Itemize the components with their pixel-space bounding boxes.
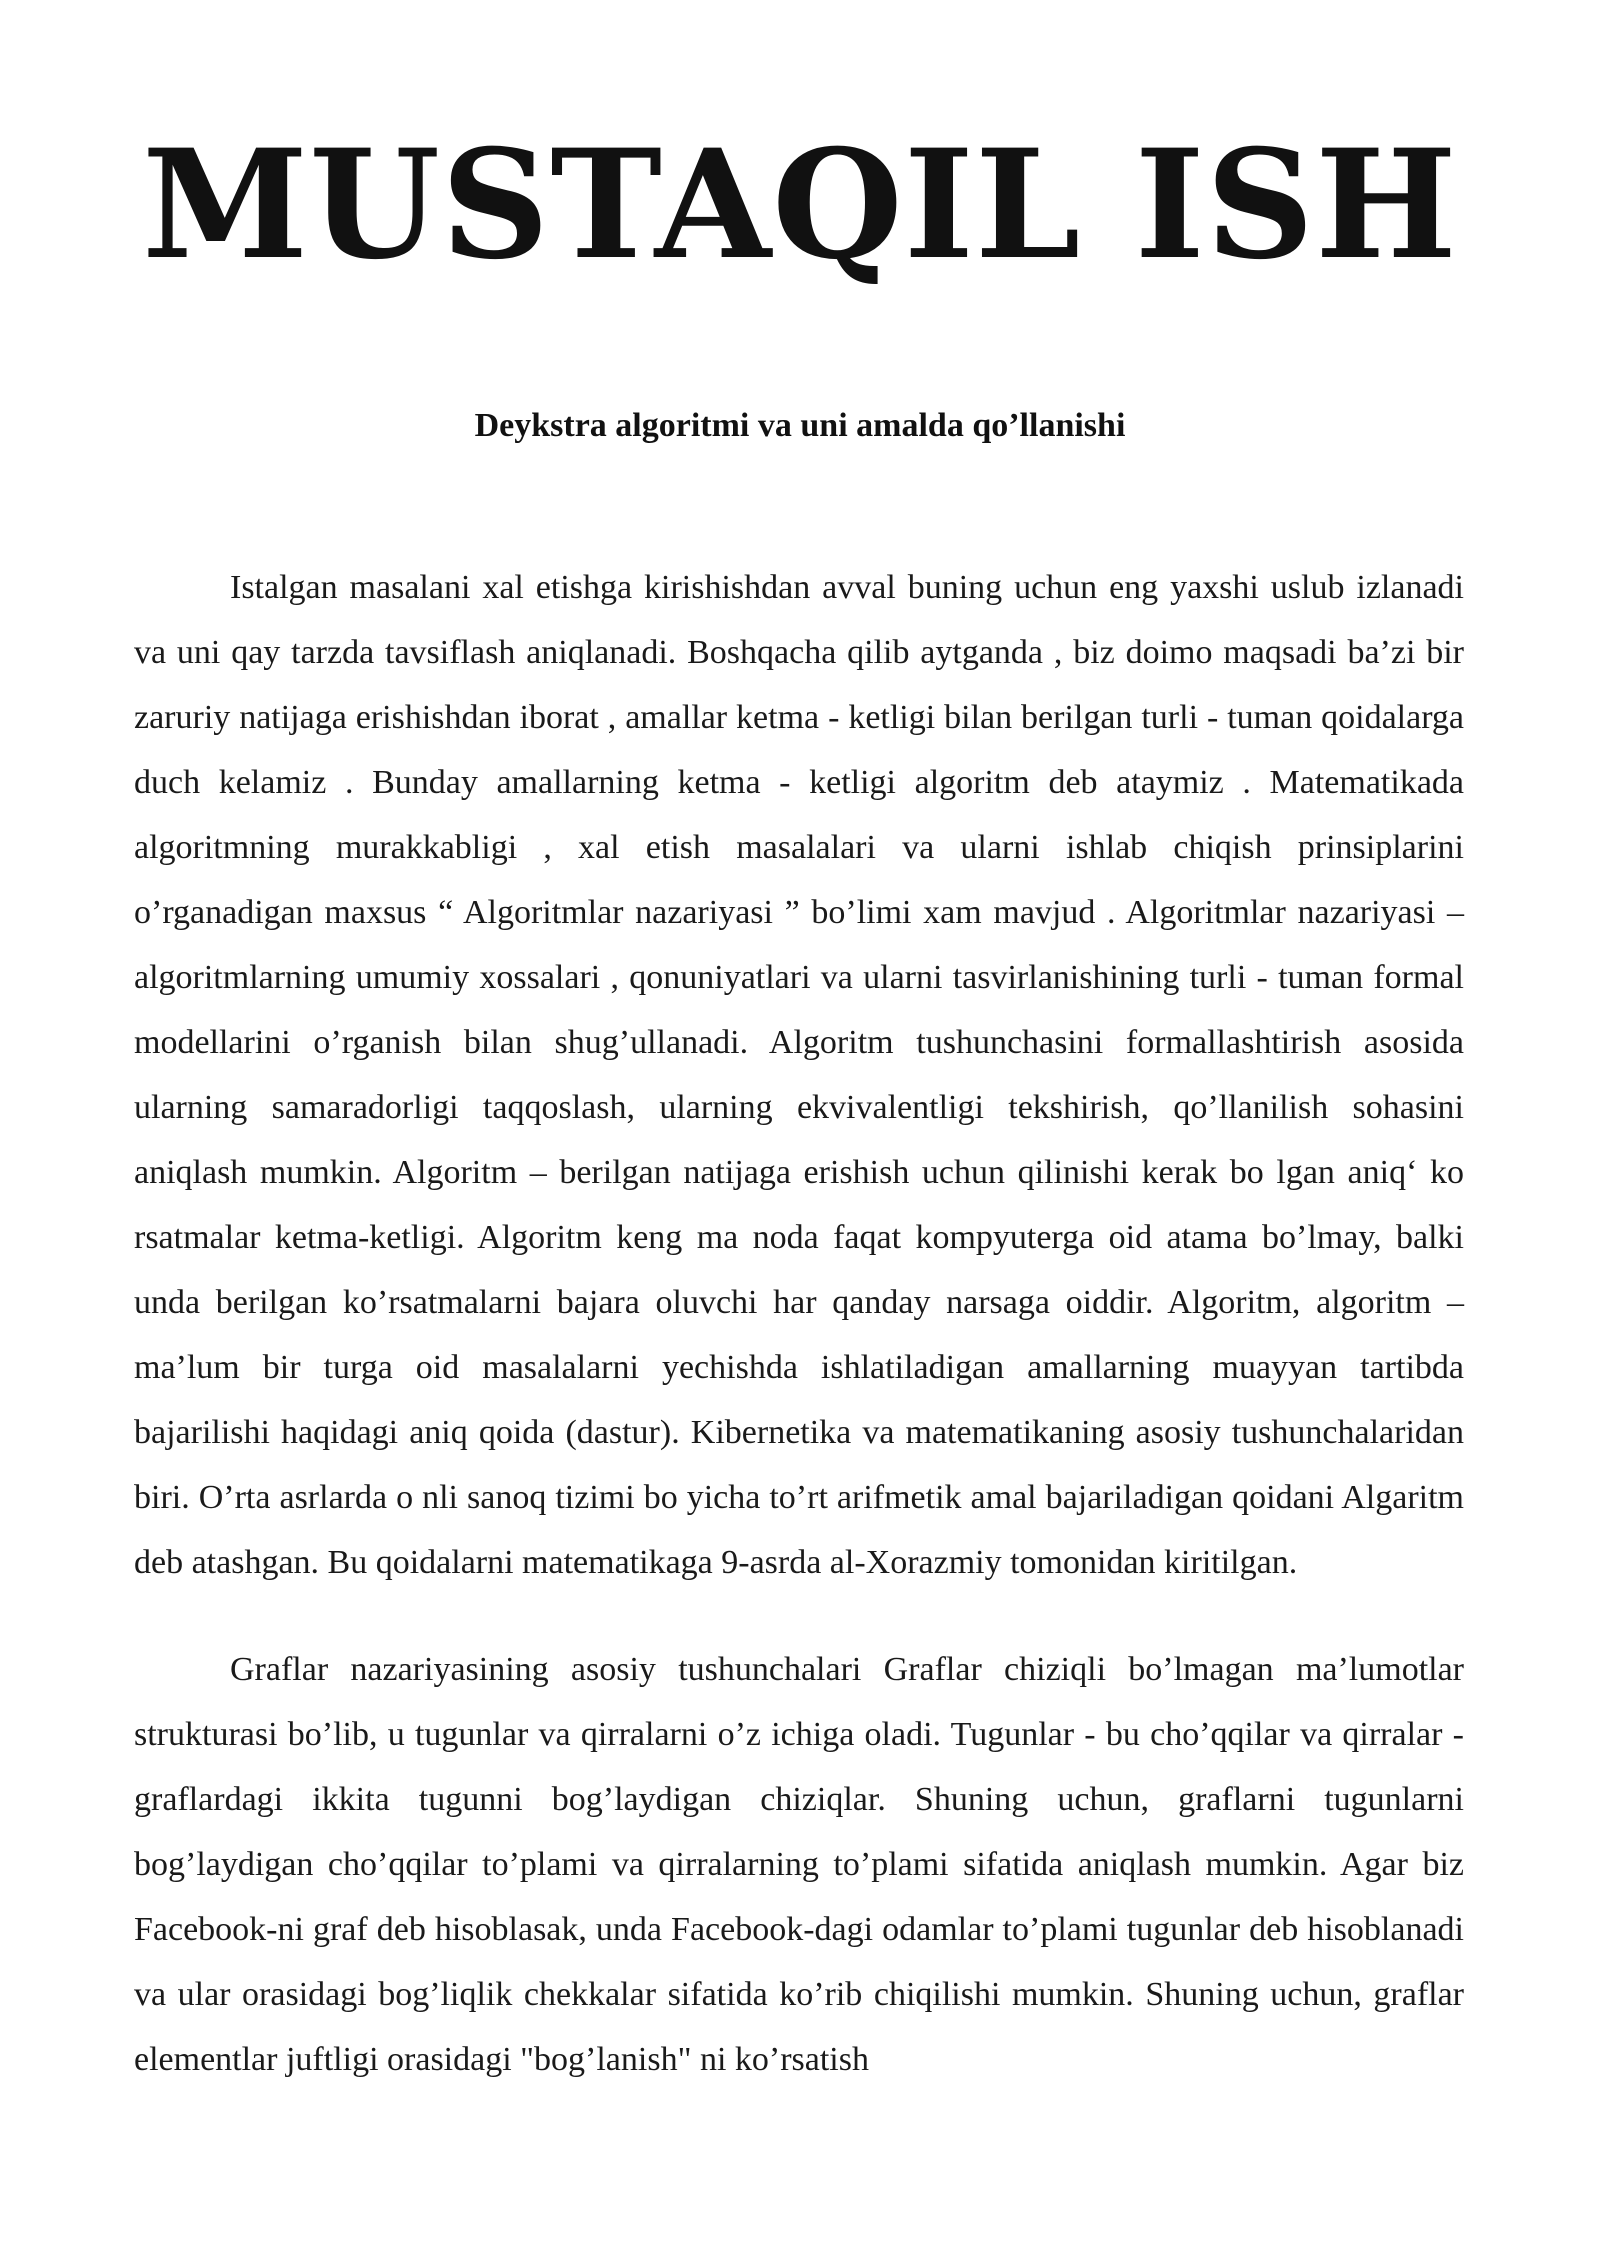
paragraph-graph-theory: Graflar nazariyasining asosiy tushunchalari Graflar chiziqli bo’lmagan ma’lumotlar strukturasi bo’lib, u tugunlar va qirralarni o’z ichiga oladi. Tugunlar - bu cho’qqilar va qirralar - graflardagi ikkita tugunni bog’laydigan chiziqlar. Shuning uchun, graflarni tugunlarni bog’laydigan cho’qqilar to’plami va qirralarning to’plami sifatida aniqlash mumkin. Agar biz Facebook-ni graf deb hisoblasak, unda Facebook-dagi odamlar to’plami tugunlar deb hisoblanadi va ular orasidagi bog’liqlik chekkalar sifatida ko’rib chiqilishi mumkin. Shuning uchun, graflar elementlar juftligi orasidagi "bog’lanish" ni ko’rsatish xyxy=(134,1651,1464,2078)
page-title: MUSTAQIL ISH xyxy=(142,117,1458,293)
paragraph-algorithm-intro: Istalgan masalani xal etishga kirishishdan avval buning uchun eng yaxshi uslub izlanadi va uni qay tarzda tavsiflash aniqlanadi. Boshqacha qilib aytganda , biz doimo maqsadi ba’zi bir zaruriy natijaga erishishdan iborat , amallar ketma - ketligi bilan berilgan turli - tuman qoidalarga duch kelamiz . Bunday amallarning ketma - ketligi algoritm deb ataymiz . Matematikada algoritmning murakkabligi , xal etish masalalari va ularni ishlab chiqish prinsiplarini o’rganadigan maxsus “ Algoritmlar nazariyasi ” bo’limi xam mavjud . Algoritmlar nazariyasi – algoritmlarning umumiy xossalari , qonuniyatlari va ularni tasvirlanishining turli - tuman formal modellarini o’rganish bilan shug’ullanadi. Algoritm tushunchasini formallashtirish asosida ularning samaradorligi taqqoslash, ularning ekvivalentligi tekshirish, qo’llanilish sohasini aniqlash mumkin. Algoritm – berilgan natijaga erishish uchun qilinishi kerak bo lgan aniq‘ ko rsatmalar ketma-ketligi. Algoritm keng ma noda faqat kompyuterga oid atama bo’lmay, balki unda berilgan ko’rsatmalarni bajara oluvchi har qanday narsaga oiddir. Algoritm, algoritm – ma’lum bir turga oid masalalarni yechishda ishlatiladigan amallarning muayyan tartibda bajarilishi haqidagi aniq qoida (dastur). Kibernetika va matematikaning asosiy tushunchalaridan biri. O’rta asrlarda o nli sanoq tizimi bo yicha to’rt arifmetik amal bajariladigan qoidani Algaritm deb atashgan. Bu qoidalarni matematikaga 9-asrda al-Xorazmiy tomonidan kiritilgan. xyxy=(134,569,1464,1581)
document-body xyxy=(134,555,1464,2092)
document-subtitle: Deykstra algoritmi va uni amalda qo’llanishi xyxy=(474,407,1126,444)
